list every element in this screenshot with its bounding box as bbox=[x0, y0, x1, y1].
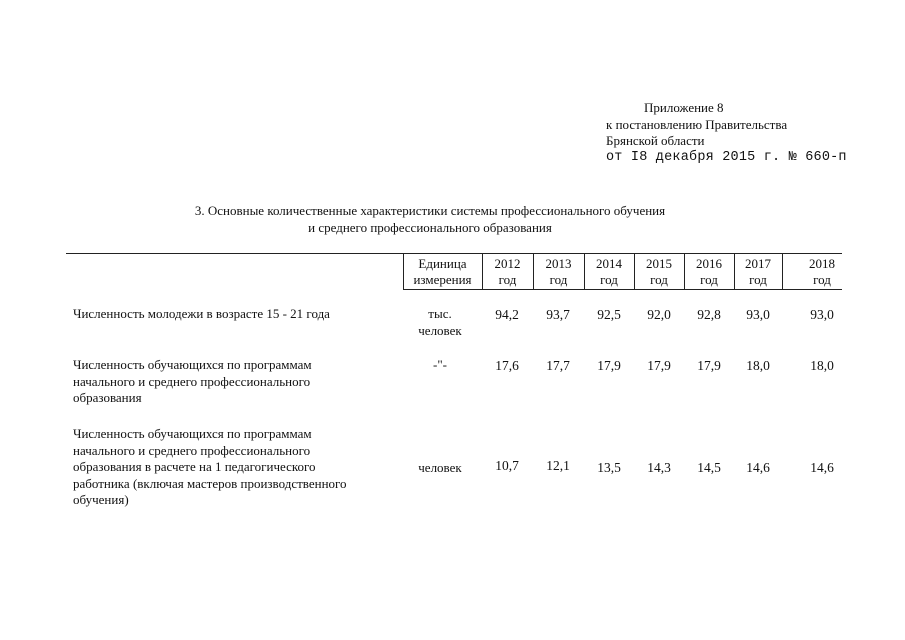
header-year: 2015 bbox=[646, 256, 672, 271]
section-title bbox=[120, 203, 740, 236]
table-top-rule bbox=[66, 253, 842, 254]
header-year-2018 bbox=[782, 256, 862, 288]
table-cell: 14,5 bbox=[697, 460, 721, 475]
appendix-region: Брянской области bbox=[606, 133, 705, 148]
row-unit bbox=[400, 306, 480, 339]
row-label-line: Численность молодежи в возрасте 15 - 21 года bbox=[73, 306, 330, 321]
row-label-line: образования bbox=[73, 390, 142, 405]
table-cell: 92,0 bbox=[647, 307, 671, 322]
row-unit bbox=[400, 460, 480, 477]
row-unit bbox=[400, 357, 480, 374]
table-cell: 14,6 bbox=[810, 460, 834, 475]
table-cell: 93,7 bbox=[546, 307, 570, 322]
header-unit-top: Единица bbox=[418, 256, 467, 271]
table-cell: 10,7 bbox=[495, 458, 519, 473]
header-year-suffix: год bbox=[749, 272, 767, 287]
table-cell: 93,0 bbox=[746, 307, 770, 322]
row-label-line: начального и среднего профессионального bbox=[73, 373, 311, 389]
table-cell: 17,9 bbox=[597, 358, 621, 373]
appendix-header bbox=[606, 100, 847, 166]
table-cell: 17,6 bbox=[495, 358, 519, 373]
table-cell: 18,0 bbox=[746, 358, 770, 373]
header-year-2017 bbox=[734, 256, 782, 288]
section-title-line-2: и среднего профессионального образования bbox=[308, 219, 552, 235]
header-year: 2017 bbox=[745, 256, 771, 271]
row-label-line: Численность обучающихся по программам bbox=[73, 426, 312, 441]
row-unit-line: человек bbox=[418, 460, 462, 475]
header-year-2014 bbox=[584, 256, 634, 288]
header-year-suffix: год bbox=[600, 272, 618, 287]
row-unit-line: человек bbox=[418, 322, 462, 338]
table-cell: 93,0 bbox=[810, 307, 834, 322]
table-cell: 18,0 bbox=[810, 358, 834, 373]
row-unit-line: -"- bbox=[433, 357, 447, 372]
row-label-students-per-teacher bbox=[73, 426, 403, 509]
table-cell: 14,3 bbox=[647, 460, 671, 475]
row-label-students-count bbox=[73, 357, 403, 407]
appendix-number: Приложение 8 bbox=[644, 100, 724, 115]
header-year-suffix: год bbox=[498, 272, 517, 287]
header-year-suffix: год bbox=[549, 272, 568, 287]
table-cell: 94,2 bbox=[495, 307, 519, 322]
row-label-line: Численность обучающихся по программам bbox=[73, 357, 312, 372]
header-year-suffix: год bbox=[700, 272, 718, 287]
table-cell: 92,5 bbox=[597, 307, 621, 322]
section-title-line-1: 3. Основные количественные характеристики системы профессионального обучения bbox=[194, 203, 666, 218]
row-label-line: начального и среднего профессионального bbox=[73, 442, 311, 458]
row-label-line: образования в расчете на 1 педагогического bbox=[73, 459, 316, 474]
table-cell: 92,8 bbox=[697, 307, 721, 322]
table-cell: 17,7 bbox=[546, 358, 570, 373]
header-unit bbox=[403, 256, 482, 288]
table-cell: 17,9 bbox=[647, 358, 671, 373]
header-unit-bottom: измерения bbox=[413, 272, 472, 287]
table-cell: 12,1 bbox=[546, 458, 570, 473]
table-header-rule bbox=[403, 289, 842, 290]
table-cell: 13,5 bbox=[597, 460, 621, 475]
row-label-youth-population bbox=[73, 306, 403, 323]
decree-date-number: от I8 декабря 2015 г. № 660-п bbox=[606, 149, 847, 165]
header-year-suffix: год bbox=[813, 272, 831, 287]
header-year-2016 bbox=[684, 256, 734, 288]
header-year: 2012 bbox=[494, 256, 521, 271]
header-year: 2013 bbox=[545, 256, 572, 271]
header-year-2012 bbox=[482, 256, 533, 288]
row-unit-line: тыс. bbox=[428, 306, 452, 321]
header-year: 2016 bbox=[696, 256, 722, 271]
row-label-line: обучения) bbox=[73, 492, 129, 507]
appendix-reference: к постановлению Правительства bbox=[606, 116, 788, 132]
header-year: 2014 bbox=[596, 256, 622, 271]
row-label-line: работника (включая мастеров производственного bbox=[73, 475, 347, 491]
header-year: 2018 bbox=[809, 256, 835, 271]
header-year-2015 bbox=[634, 256, 684, 288]
table-cell: 17,9 bbox=[697, 358, 721, 373]
header-year-2013 bbox=[533, 256, 584, 288]
header-year-suffix: год bbox=[650, 272, 668, 287]
table-cell: 14,6 bbox=[746, 460, 770, 475]
